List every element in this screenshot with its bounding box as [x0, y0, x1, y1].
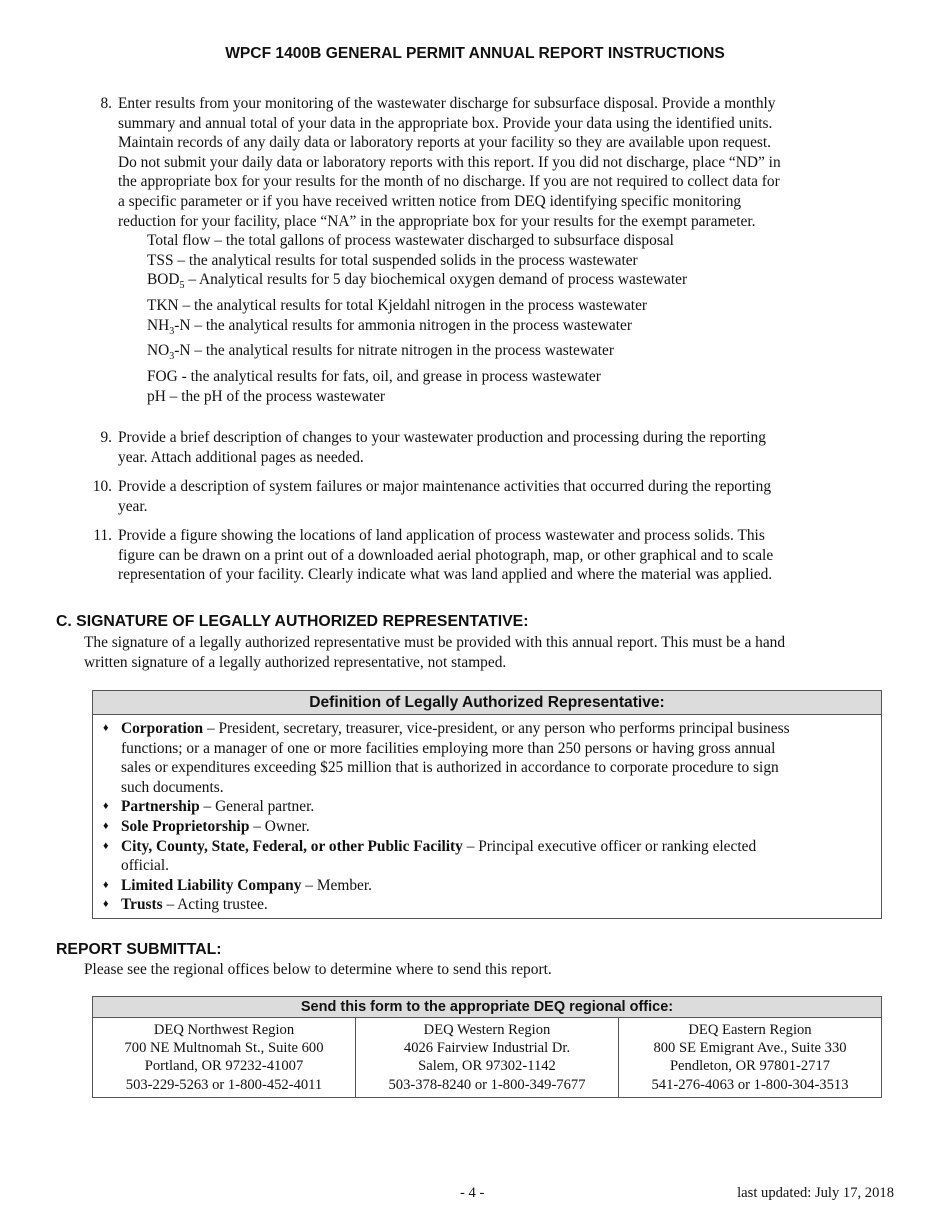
item-text: [118, 94, 860, 231]
definition-term: Partnership: [121, 798, 200, 816]
instruction-item-10: [90, 477, 860, 516]
definition-text: – General partner.: [199, 798, 315, 816]
def-fog: FOG - the analytical results for fats, oil, and grease in process wastewater: [147, 367, 601, 385]
instruction-item-9: [90, 428, 860, 467]
office-western: [355, 1018, 618, 1097]
office-northwest: [93, 1018, 355, 1097]
office-city: Pendleton, OR 97801-2717: [669, 1058, 831, 1075]
item-number: 8.: [100, 95, 112, 112]
last-updated: last updated: July 17, 2018: [737, 1185, 894, 1201]
item-text: [118, 526, 860, 585]
diamond-bullet-icon: ♦: [103, 878, 109, 891]
diamond-bullet-icon: ♦: [103, 722, 109, 734]
office-phone: 503-378-8240 or 1-800-349-7677: [388, 1076, 586, 1093]
def-nh3-term: NH: [147, 316, 170, 334]
definition-text: sales or expenditures exceeding $25 million that is authorized in accordance to corporate procedure to sign: [121, 759, 779, 777]
definition-text: official.: [121, 857, 170, 875]
definition-item-public-facility: [103, 837, 873, 876]
text-line: a specific parameter or if you have received written notice from DEQ identifying specific monitoring: [118, 192, 742, 210]
def-nh3-text: -N – the analytical results for ammonia nitrogen in the process wastewater: [174, 316, 632, 334]
definition-item-corporation: [103, 719, 873, 797]
definition-item-trusts: [103, 895, 873, 915]
definition-text: – Principal executive officer or ranking elected: [462, 837, 757, 855]
definition-text: such documents.: [121, 778, 224, 796]
text-line: representation of your facility. Clearly indicate what was land applied and where the material was applied.: [118, 566, 773, 584]
def-ph: pH – the pH of the process wastewater: [147, 387, 386, 405]
office-name: DEQ Western Region: [423, 1022, 551, 1038]
text-line: figure can be drawn on a print out of a downloaded aerial photograph, map, or other graphical and to scale: [118, 546, 774, 564]
office-address: 800 SE Emigrant Ave., Suite 330: [653, 1040, 847, 1057]
definition-text: – Member.: [301, 876, 372, 894]
office-city: Portland, OR 97232-41007: [144, 1058, 304, 1075]
def-tkn: TKN – the analytical results for total Kjeldahl nitrogen in the process wastewater: [147, 297, 648, 315]
page-number: - 4 -: [460, 1185, 485, 1201]
office-name: DEQ Northwest Region: [153, 1022, 295, 1038]
text-line: Provide a figure showing the locations of land application of process wastewater and process solids. This: [118, 527, 765, 544]
definition-box: [92, 690, 882, 919]
definition-term: Limited Liability Company: [121, 876, 302, 894]
text-line: year.: [118, 497, 148, 515]
item-text: [118, 477, 860, 516]
definition-item-llc: [103, 876, 873, 896]
def-bod-text: – Analytical results for 5 day biochemical oxygen demand of process wastewater: [184, 271, 688, 289]
office-city: Salem, OR 97302-1142: [418, 1058, 556, 1075]
definition-list: [93, 719, 881, 915]
text-line: the appropriate box for your results for the month of no discharge. If you are not required to collect data for: [118, 173, 780, 191]
def-nh3-subscript: 3: [169, 325, 175, 337]
offices-table-header: Send this form to the appropriate DEQ regional office:: [93, 997, 881, 1018]
report-submittal-heading: REPORT SUBMITTAL:: [56, 941, 222, 958]
def-bod-term: BOD: [147, 271, 180, 289]
item-text: [118, 428, 860, 467]
def-no3-text: -N – the analytical results for nitrate nitrogen in the process wastewater: [174, 342, 614, 360]
text-line: Maintain records of any daily data or laboratory reports at your facility so they are available upon request.: [118, 134, 772, 152]
office-eastern: [618, 1018, 881, 1097]
diamond-bullet-icon: ♦: [103, 800, 109, 813]
def-bod: [147, 270, 860, 296]
office-phone: 541-276-4063 or 1-800-304-3513: [651, 1076, 849, 1093]
item-number: 10.: [92, 478, 112, 495]
report-submittal-text: Please see the regional offices below to determine where to send this report.: [84, 961, 552, 978]
section-c-text: [84, 633, 884, 672]
page-title: WPCF 1400B GENERAL PERMIT ANNUAL REPORT INSTRUCTIONS: [225, 45, 725, 62]
definition-text: – Owner.: [249, 817, 310, 835]
text-line: Provide a description of system failures or major maintenance activities that occurred during the reporting: [118, 478, 772, 495]
office-address: 4026 Fairview Industrial Dr.: [403, 1040, 571, 1057]
office-name: DEQ Eastern Region: [688, 1022, 812, 1038]
office-phone: 503-229-5263 or 1-800-452-4011: [125, 1076, 323, 1093]
def-total-flow: Total flow – the total gallons of process wastewater discharged to subsurface disposal: [147, 232, 674, 250]
definition-term: Trusts: [121, 896, 163, 914]
text-line: year. Attach additional pages as needed.: [118, 448, 364, 466]
text-line: summary and annual total of your data in the appropriate box. Provide your data using the identified units.: [118, 114, 773, 132]
instruction-item-11: [90, 526, 860, 585]
regional-offices-table: [92, 996, 882, 1098]
definition-item-partnership: [103, 797, 873, 817]
section-c-heading: C. SIGNATURE OF LEGALLY AUTHORIZED REPRESENTATIVE:: [56, 613, 529, 630]
text-line: Enter results from your monitoring of the wastewater discharge for subsurface disposal. Provide a monthly: [118, 95, 776, 112]
def-no3-term: NO: [147, 342, 170, 360]
instruction-item-8: [90, 94, 860, 406]
item-number: 9.: [100, 429, 112, 446]
offices-row: [93, 1018, 881, 1097]
text-line: Do not submit your daily data or laboratory reports with this report. If you did not discharge, place “ND” in: [118, 153, 781, 171]
diamond-bullet-icon: ♦: [103, 819, 109, 832]
text-line: reduction for your facility, place “NA” in the appropriate box for your results for the exempt parameter.: [118, 212, 756, 230]
def-bod-subscript: 5: [179, 280, 185, 292]
text-line: Provide a brief description of changes to your wastewater production and processing during the reporting: [118, 429, 766, 446]
def-nh3: [147, 316, 860, 342]
def-no3: [147, 341, 860, 367]
definition-text: – President, secretary, treasurer, vice-president, or any person who performs principal business: [203, 720, 790, 737]
def-tss: TSS – the analytical results for total suspended solids in the process wastewater: [147, 251, 638, 269]
definition-text: functions; or a manager of one or more facilities employing more than 250 persons or having gross annual: [121, 739, 776, 757]
office-address: 700 NE Multnomah St., Suite 600: [124, 1040, 324, 1057]
diamond-bullet-icon: ♦: [103, 898, 109, 911]
definition-item-sole-proprietorship: [103, 817, 873, 837]
text-line: The signature of a legally authorized representative must be provided with this annual report. This must be a hand: [84, 634, 786, 651]
diamond-bullet-icon: ♦: [103, 839, 109, 852]
item-number: 11.: [93, 527, 112, 544]
definition-term: Corporation: [121, 720, 204, 737]
definition-term: Sole Proprietorship: [121, 817, 250, 835]
def-no3-subscript: 3: [169, 351, 175, 363]
parameter-definitions: [147, 231, 860, 406]
definition-term: City, County, State, Federal, or other Public Facility: [121, 837, 463, 855]
text-line: written signature of a legally authorized representative, not stamped.: [84, 653, 507, 671]
definition-box-header: Definition of Legally Authorized Representative:: [93, 691, 881, 715]
definition-text: – Acting trustee.: [162, 896, 268, 914]
